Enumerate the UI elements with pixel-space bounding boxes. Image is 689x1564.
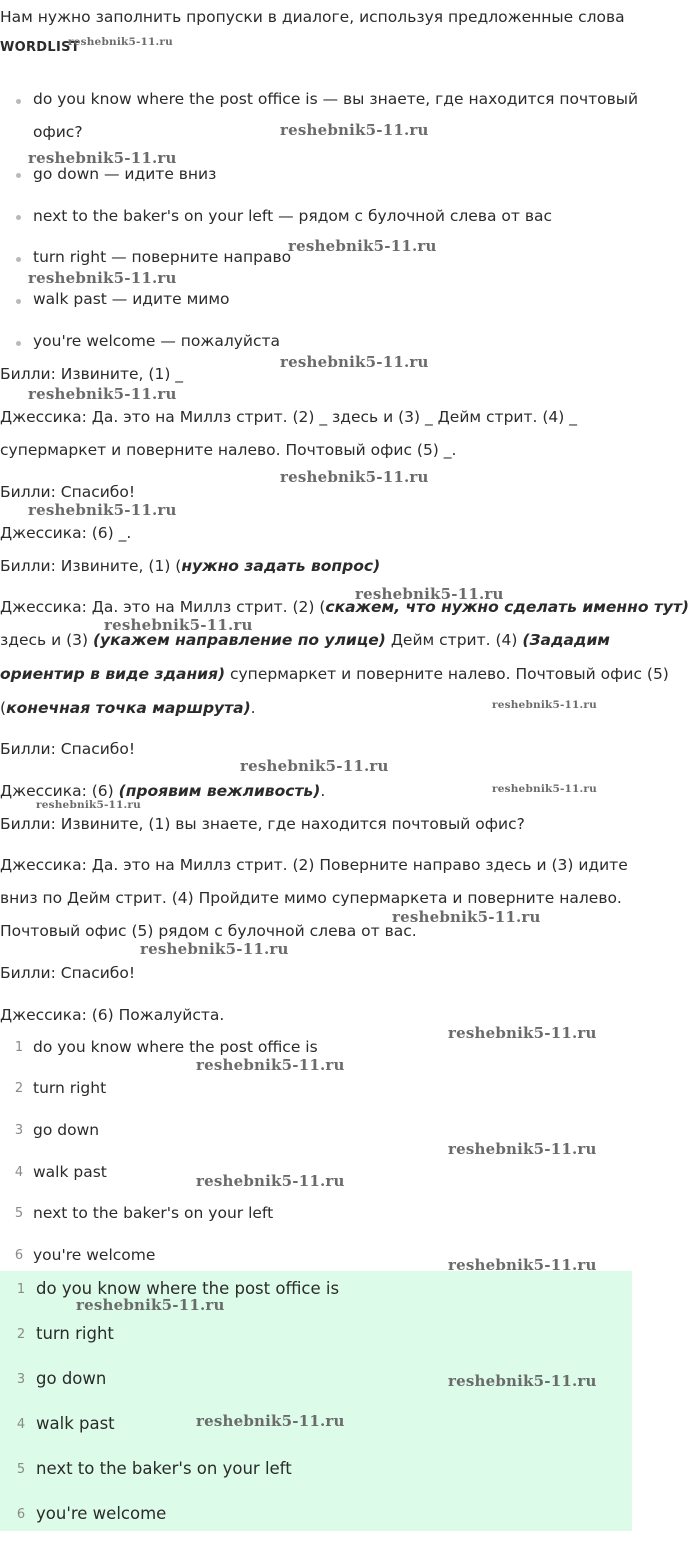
bullet-icon xyxy=(16,299,21,304)
watermark: reshebnik5-11.ru xyxy=(140,940,289,958)
vocab-item: go down — идите вниз xyxy=(33,165,217,183)
list-number: 5 xyxy=(14,1206,24,1221)
answer-line: Почтовый офис (5) рядом с булочной слева от вас. xyxy=(0,922,417,940)
watermark: reshebnik5-11.ru xyxy=(492,699,597,711)
vocab-item: walk past — идите мимо xyxy=(33,290,230,308)
watermark: reshebnik5-11.ru xyxy=(104,616,253,634)
list-number: 6 xyxy=(16,1507,26,1522)
watermark: reshebnik5-11.ru xyxy=(36,799,141,811)
vocab-item: next to the baker's on your left — рядом с булочной слева от вас xyxy=(33,207,552,225)
hint-emphasis: нужно задать вопрос) xyxy=(181,557,381,575)
list-number: 4 xyxy=(14,1165,24,1180)
vocab-item: you're welcome — пожалуйста xyxy=(33,332,281,350)
hint-text: . xyxy=(320,782,326,800)
dialog-line: Билли: Спасибо! xyxy=(0,483,136,501)
hint-emphasis: (проявим вежливость) xyxy=(118,782,321,800)
watermark: reshebnik5-11.ru xyxy=(28,385,177,403)
list-item: do you know where the post office is xyxy=(33,1038,318,1056)
watermark: reshebnik5-11.ru xyxy=(288,237,437,255)
bullet-icon xyxy=(16,215,21,220)
watermark: reshebnik5-11.ru xyxy=(448,1372,597,1390)
watermark: reshebnik5-11.ru xyxy=(196,1172,345,1190)
dialog-line: супермаркет и поверните налево. Почтовый офис (5) _. xyxy=(0,441,457,459)
watermark: reshebnik5-11.ru xyxy=(448,1140,597,1158)
hint-text: здесь и (3) xyxy=(0,631,93,649)
hint-line xyxy=(0,597,689,617)
hint-emphasis: (Зададим xyxy=(522,631,610,649)
hint-text: Дейм стрит. (4) xyxy=(385,631,523,649)
list-number: 2 xyxy=(16,1327,26,1342)
list-item: you're welcome xyxy=(36,1504,167,1523)
watermark: reshebnik5-11.ru xyxy=(280,353,429,371)
bullet-icon xyxy=(16,99,21,104)
bullet-icon xyxy=(16,341,21,346)
dialog-line: Билли: Извините, (1) _ xyxy=(0,365,184,383)
watermark: reshebnik5-11.ru xyxy=(392,908,541,926)
list-item: you're welcome xyxy=(33,1246,156,1264)
vocab-item-continued: офис? xyxy=(33,123,83,141)
list-item: next to the baker's on your left xyxy=(36,1459,292,1478)
vocab-item: turn right — поверните направо xyxy=(33,248,292,266)
list-item: walk past xyxy=(33,1163,107,1181)
hint-emphasis: конечная точка маршрута) xyxy=(6,699,251,717)
hint-line xyxy=(0,630,610,650)
watermark: reshebnik5-11.ru xyxy=(28,149,177,167)
list-number: 5 xyxy=(16,1462,26,1477)
list-item: turn right xyxy=(36,1324,114,1343)
watermark: reshebnik5-11.ru xyxy=(196,1056,345,1074)
watermark: reshebnik5-11.ru xyxy=(355,585,504,603)
dialog-line: Джессика: Да. это на Миллз стрит. (2) _ здесь и (3) _ Дейм стрит. (4) _ xyxy=(0,408,577,426)
watermark: reshebnik5-11.ru xyxy=(448,1024,597,1042)
bullet-icon xyxy=(16,257,21,262)
hint-text: Джессика: (6) xyxy=(0,782,119,800)
hint-text: Джессика: Да. это на Миллз стрит. (2) ( xyxy=(0,598,326,616)
watermark: reshebnik5-11.ru xyxy=(448,1256,597,1274)
hint-emphasis: ориентир в виде здания) xyxy=(0,665,226,683)
answer-line: вниз по Дейм стрит. (4) Пройдите мимо супермаркета и поверните налево. xyxy=(0,889,622,907)
hint-line xyxy=(0,664,669,684)
hint-text: ( xyxy=(0,699,7,717)
watermark: reshebnik5-11.ru xyxy=(196,1412,345,1430)
watermark: reshebnik5-11.ru xyxy=(28,501,177,519)
hint-text: Билли: Извините, (1) ( xyxy=(0,557,182,575)
list-number: 1 xyxy=(14,1040,24,1055)
list-number: 3 xyxy=(14,1123,24,1138)
list-number: 4 xyxy=(16,1417,26,1432)
hint-line: Билли: Спасибо! xyxy=(0,740,136,758)
wordlist-label: WORDLIST xyxy=(0,40,80,55)
list-item: walk past xyxy=(36,1414,115,1433)
answer-line: Джессика: Да. это на Миллз стрит. (2) Поверните направо здесь и (3) идите xyxy=(0,856,628,874)
hint-line xyxy=(0,556,380,576)
hint-emphasis: скажем, что нужно сделать именно тут) xyxy=(325,598,689,616)
hint-text: . xyxy=(250,699,256,717)
list-number: 2 xyxy=(14,1081,24,1096)
watermark: reshebnik5-11.ru xyxy=(76,1296,225,1314)
intro-text: Нам нужно заполнить пропуски в диалоге, используя предложенные слова xyxy=(0,8,625,26)
hint-text: супермаркет и поверните налево. Почтовый офис (5) xyxy=(225,665,669,683)
watermark: reshebnik5-11.ru xyxy=(68,36,173,48)
answer-line: Джессика: (6) Пожалуйста. xyxy=(0,1006,225,1024)
watermark: reshebnik5-11.ru xyxy=(240,757,389,775)
list-number: 1 xyxy=(16,1282,26,1297)
dialog-line: Джессика: (6) _. xyxy=(0,524,132,542)
vocab-item: do you know where the post office is — вы знаете, где находится почтовый xyxy=(33,90,639,108)
list-item: do you know where the post office is xyxy=(36,1279,340,1298)
bullet-icon xyxy=(16,173,21,178)
answer-line: Билли: Спасибо! xyxy=(0,964,136,982)
hint-line xyxy=(0,698,256,718)
list-item: go down xyxy=(36,1369,107,1388)
watermark: reshebnik5-11.ru xyxy=(280,121,429,139)
watermark: reshebnik5-11.ru xyxy=(280,468,429,486)
list-item: next to the baker's on your left xyxy=(33,1204,274,1222)
list-number: 3 xyxy=(16,1372,26,1387)
watermark: reshebnik5-11.ru xyxy=(492,783,597,795)
answer-line: Билли: Извините, (1) вы знаете, где находится почтовый офис? xyxy=(0,815,525,833)
list-number: 6 xyxy=(14,1248,24,1263)
list-item: go down xyxy=(33,1121,100,1139)
hint-line xyxy=(0,781,325,801)
hint-emphasis: (укажем направление по улице) xyxy=(92,631,386,649)
watermark: reshebnik5-11.ru xyxy=(28,269,177,287)
list-item: turn right xyxy=(33,1079,107,1097)
